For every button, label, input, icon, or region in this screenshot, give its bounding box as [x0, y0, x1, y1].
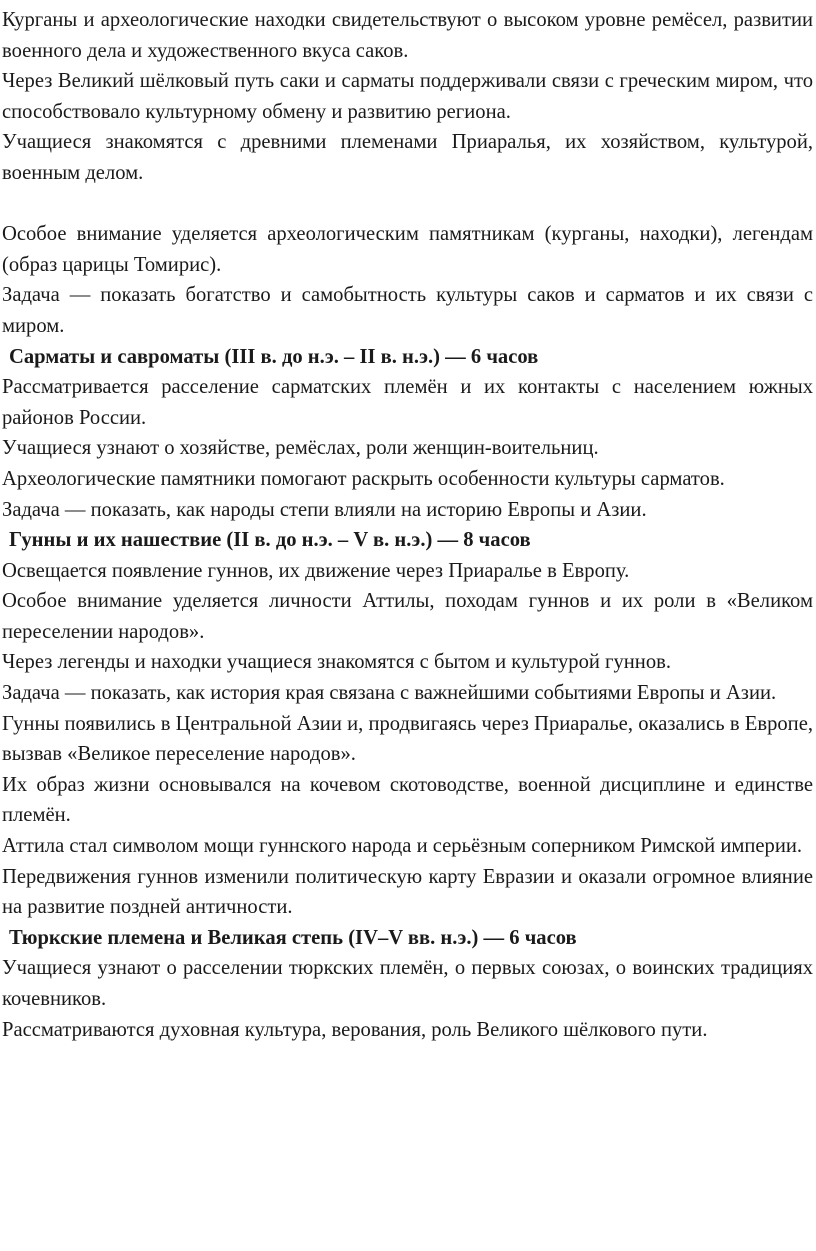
section-heading-gunny: Гунны и их нашествие (II в. до н.э. – V в. н.э.) — 8 часов: [9, 529, 531, 552]
turki-paragraph-2: Рассматриваются духовная культура, верования, роль Великого шёлкового пути.: [2, 1018, 708, 1041]
gunny-paragraph-1: Освещается появление гуннов, их движение через Приаралье в Европу.: [2, 559, 630, 582]
gunny-paragraph-8: Передвижения гуннов изменили политическую карту Евразии и оказали огромное влияние на развитие поздней античности.: [2, 865, 813, 919]
intro-paragraph-3: Учащиеся знакомятся с древними племенами Приаралья, их хозяйством, культурой, военным делом.: [2, 131, 813, 184]
blank-line: [2, 189, 813, 220]
sarmaty-paragraph-3: Археологические памятники помогают раскрыть особенности культуры сарматов.: [2, 467, 725, 490]
sarmaty-paragraph-1: Рассматривается расселение сарматских племён и их контакты с населением южных районов России.: [2, 376, 813, 429]
sarmaty-paragraph-4: Задача — показать, как народы степи влияли на историю Европы и Азии.: [2, 498, 647, 521]
intro-paragraph-2: Через Великий шёлковый путь саки и сарматы поддерживали связи с греческим миром, что способствовало культурному обмену и развитию региона.: [2, 70, 813, 123]
saki-paragraph-attention: Особое внимание уделяется археологическим памятникам (курганы, находки), легендам (образ царицы Томирис).: [2, 223, 813, 276]
turki-paragraph-1: Учащиеся узнают о расселении тюркских племён, о первых союзах, о воинских традициях кочевников.: [2, 957, 813, 1010]
gunny-paragraph-5: Гунны появились в Центральной Азии и, продвигаясь через Приаралье, оказались в Европе, вызвав «Великое переселение народов».: [2, 712, 813, 766]
gunny-paragraph-2: Особое внимание уделяется личности Аттилы, походам гуннов и их роли в «Великом переселении народов».: [2, 590, 813, 643]
gunny-paragraph-6: Их образ жизни основывался на кочевом скотоводстве, военной дисциплине и единстве племён.: [2, 773, 813, 827]
gunny-paragraph-7: Аттила стал символом мощи гуннского народа и серьёзным соперником Римской империи.: [2, 835, 803, 858]
saki-paragraph-task: Задача — показать богатство и самобытность культуры саков и сарматов и их связи с миром.: [2, 284, 813, 337]
section-heading-turki: Тюркские племена и Великая степь (IV–V вв. н.э.) — 6 часов: [9, 926, 577, 949]
gunny-paragraph-3: Через легенды и находки учащиеся знакомятся с бытом и культурой гуннов.: [2, 651, 671, 674]
intro-paragraph-1: Курганы и археологические находки свидетельствуют о высоком уровне ремёсел, развитии военного дела и художественного вкуса саков.: [2, 9, 813, 62]
section-heading-sarmaty: Сарматы и савроматы (III в. до н.э. – II в. н.э.) — 6 часов: [9, 345, 539, 368]
sarmaty-paragraph-2: Учащиеся узнают о хозяйстве, ремёслах, роли женщин-воительниц.: [2, 437, 599, 460]
gunny-paragraph-4: Задача — показать, как история края связана с важнейшими событиями Европы и Азии.: [2, 682, 777, 705]
